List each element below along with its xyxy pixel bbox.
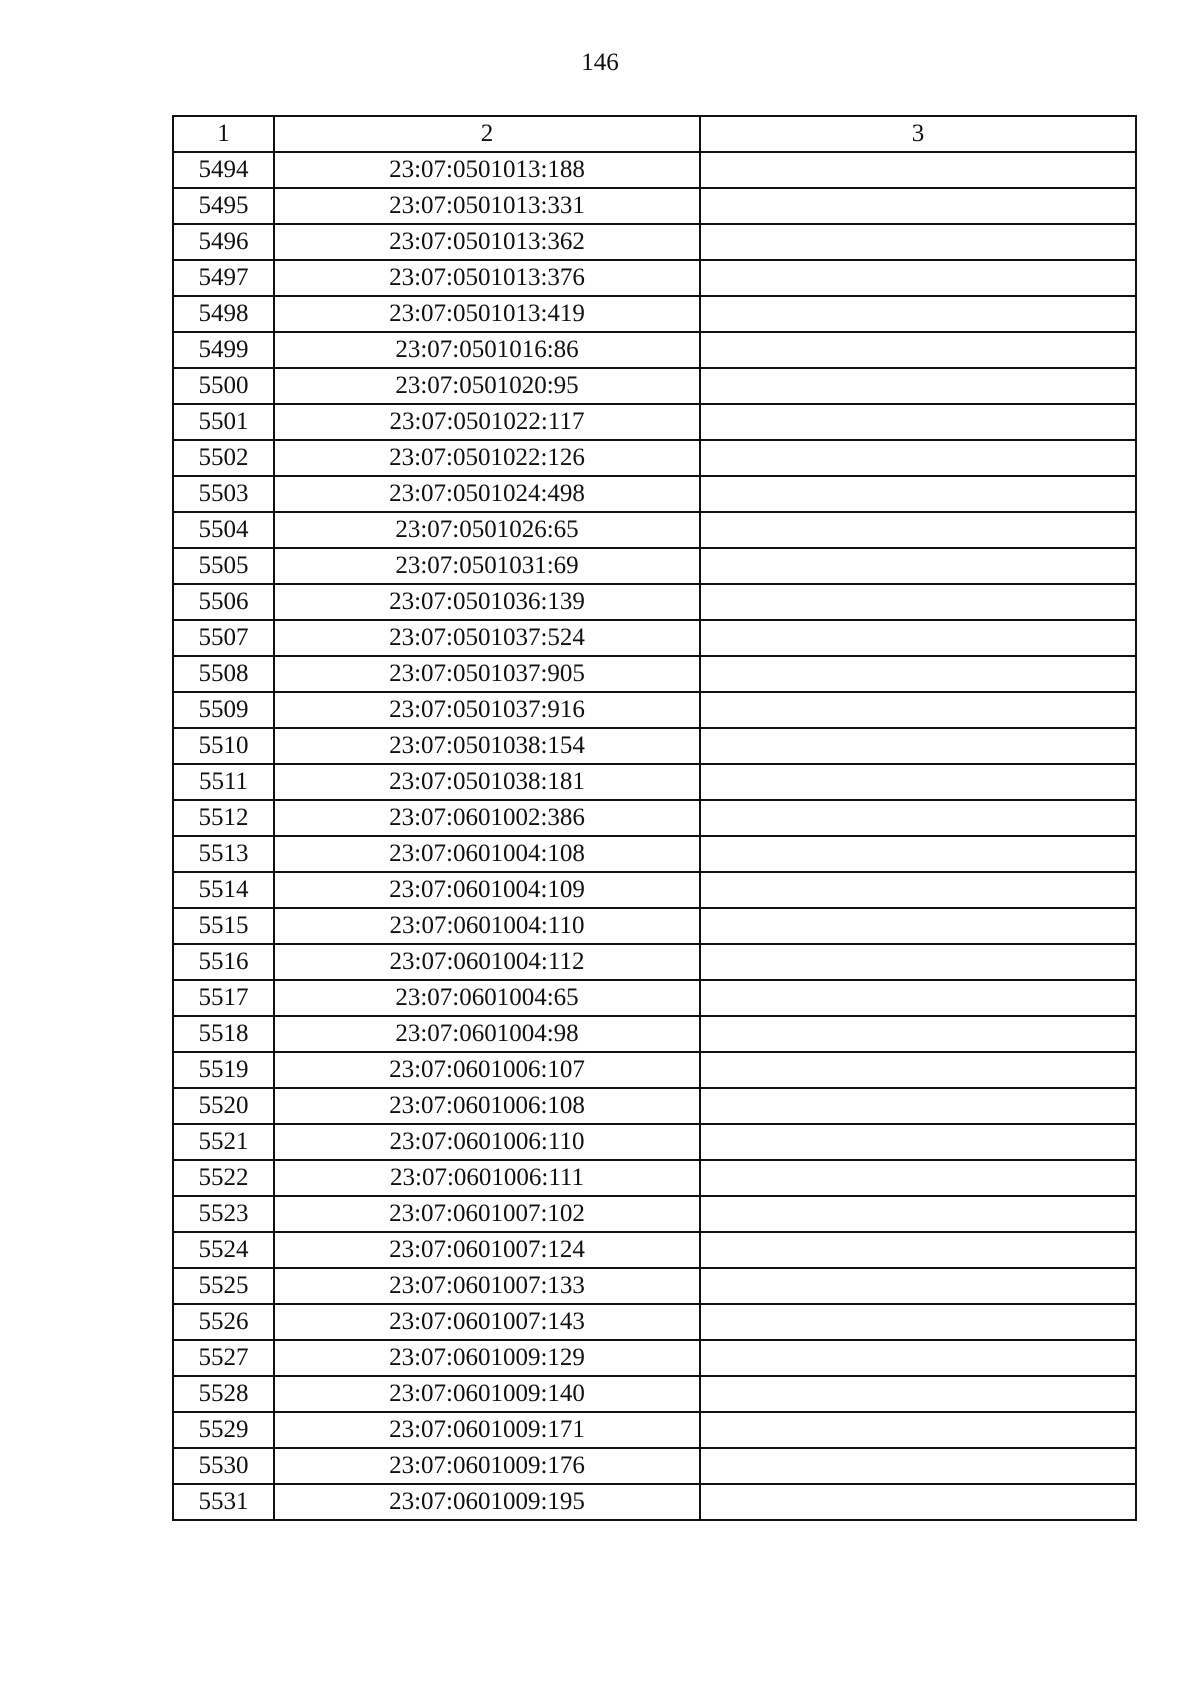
cadastral-number-cell: 23:07:0501036:139 [274, 584, 700, 620]
table-row [173, 1016, 1136, 1052]
cadastral-number-cell: 23:07:0601006:110 [274, 1124, 700, 1160]
cadastral-number-cell: 23:07:0601007:133 [274, 1268, 700, 1304]
cadastral-number-cell: 23:07:0501037:524 [274, 620, 700, 656]
table-row [173, 980, 1136, 1016]
row-number-cell: 5518 [173, 1016, 274, 1052]
cadastral-number-cell: 23:07:0601004:98 [274, 1016, 700, 1052]
table-row [173, 1304, 1136, 1340]
note-cell [700, 1484, 1136, 1520]
table-row [173, 1160, 1136, 1196]
note-cell [700, 584, 1136, 620]
note-cell [700, 1448, 1136, 1484]
cadastral-number-cell: 23:07:0501038:181 [274, 764, 700, 800]
table-row [173, 224, 1136, 260]
note-cell [700, 476, 1136, 512]
cadastral-number-cell: 23:07:0501013:376 [274, 260, 700, 296]
cadastral-number-cell: 23:07:0601009:171 [274, 1412, 700, 1448]
table-row [173, 512, 1136, 548]
cadastral-number-cell: 23:07:0601004:109 [274, 872, 700, 908]
note-cell [700, 404, 1136, 440]
note-cell [700, 188, 1136, 224]
cadastral-number-cell: 23:07:0501013:362 [274, 224, 700, 260]
cadastral-number-cell: 23:07:0601009:129 [274, 1340, 700, 1376]
row-number-cell: 5529 [173, 1412, 274, 1448]
note-cell [700, 1340, 1136, 1376]
row-number-cell: 5499 [173, 332, 274, 368]
table-row [173, 296, 1136, 332]
note-cell [700, 620, 1136, 656]
cadastral-number-cell: 23:07:0601006:107 [274, 1052, 700, 1088]
cadastral-number-cell: 23:07:0601007:143 [274, 1304, 700, 1340]
row-number-cell: 5506 [173, 584, 274, 620]
header-col-2: 2 [274, 116, 700, 152]
table-row [173, 1376, 1136, 1412]
note-cell [700, 656, 1136, 692]
row-number-cell: 5525 [173, 1268, 274, 1304]
note-cell [700, 1232, 1136, 1268]
header-col-3: 3 [700, 116, 1136, 152]
table-row [173, 152, 1136, 188]
cadastral-number-cell: 23:07:0601002:386 [274, 800, 700, 836]
row-number-cell: 5502 [173, 440, 274, 476]
row-number-cell: 5500 [173, 368, 274, 404]
row-number-cell: 5526 [173, 1304, 274, 1340]
row-number-cell: 5497 [173, 260, 274, 296]
table-row [173, 332, 1136, 368]
table-row [173, 1268, 1136, 1304]
row-number-cell: 5495 [173, 188, 274, 224]
note-cell [700, 764, 1136, 800]
cadastral-number-cell: 23:07:0501022:126 [274, 440, 700, 476]
table-row [173, 476, 1136, 512]
row-number-cell: 5516 [173, 944, 274, 980]
cadastral-number-cell: 23:07:0601009:140 [274, 1376, 700, 1412]
row-number-cell: 5510 [173, 728, 274, 764]
row-number-cell: 5515 [173, 908, 274, 944]
note-cell [700, 1160, 1136, 1196]
note-cell [700, 872, 1136, 908]
note-cell [700, 1376, 1136, 1412]
row-number-cell: 5504 [173, 512, 274, 548]
cadastral-number-cell: 23:07:0501016:86 [274, 332, 700, 368]
table-row [173, 188, 1136, 224]
table-row [173, 692, 1136, 728]
cadastral-number-cell: 23:07:0501013:331 [274, 188, 700, 224]
note-cell [700, 1124, 1136, 1160]
cadastral-number-cell: 23:07:0601007:124 [274, 1232, 700, 1268]
note-cell [700, 800, 1136, 836]
cadastral-number-cell: 23:07:0601009:195 [274, 1484, 700, 1520]
table-row [173, 764, 1136, 800]
note-cell [700, 548, 1136, 584]
table-row [173, 1484, 1136, 1520]
table-row [173, 1124, 1136, 1160]
note-cell [700, 332, 1136, 368]
row-number-cell: 5512 [173, 800, 274, 836]
table-row [173, 1340, 1136, 1376]
cadastral-number-cell: 23:07:0501026:65 [274, 512, 700, 548]
note-cell [700, 296, 1136, 332]
row-number-cell: 5517 [173, 980, 274, 1016]
cadastral-number-cell: 23:07:0601004:110 [274, 908, 700, 944]
table-row [173, 836, 1136, 872]
row-number-cell: 5508 [173, 656, 274, 692]
row-number-cell: 5509 [173, 692, 274, 728]
cadastral-number-cell: 23:07:0601006:108 [274, 1088, 700, 1124]
table-row [173, 728, 1136, 764]
cadastral-number-cell: 23:07:0501031:69 [274, 548, 700, 584]
note-cell [700, 728, 1136, 764]
note-cell [700, 152, 1136, 188]
cadastral-number-cell: 23:07:0501024:498 [274, 476, 700, 512]
note-cell [700, 1412, 1136, 1448]
table-row [173, 260, 1136, 296]
table-row [173, 1088, 1136, 1124]
note-cell [700, 368, 1136, 404]
registry-table [172, 115, 1137, 1521]
row-number-cell: 5524 [173, 1232, 274, 1268]
cadastral-number-cell: 23:07:0601006:111 [274, 1160, 700, 1196]
table-row [173, 584, 1136, 620]
table-body [173, 152, 1136, 1520]
cadastral-number-cell: 23:07:0501013:188 [274, 152, 700, 188]
note-cell [700, 836, 1136, 872]
row-number-cell: 5522 [173, 1160, 274, 1196]
row-number-cell: 5520 [173, 1088, 274, 1124]
table-row [173, 1412, 1136, 1448]
row-number-cell: 5496 [173, 224, 274, 260]
note-cell [700, 980, 1136, 1016]
note-cell [700, 1088, 1136, 1124]
note-cell [700, 1268, 1136, 1304]
note-cell [700, 1196, 1136, 1232]
header-row [173, 116, 1136, 152]
row-number-cell: 5501 [173, 404, 274, 440]
table-row [173, 440, 1136, 476]
cadastral-number-cell: 23:07:0501013:419 [274, 296, 700, 332]
cadastral-number-cell: 23:07:0601004:65 [274, 980, 700, 1016]
cadastral-number-cell: 23:07:0501037:905 [274, 656, 700, 692]
table-row [173, 368, 1136, 404]
row-number-cell: 5494 [173, 152, 274, 188]
cadastral-number-cell: 23:07:0601004:108 [274, 836, 700, 872]
table-row [173, 1232, 1136, 1268]
table-row [173, 620, 1136, 656]
note-cell [700, 1016, 1136, 1052]
table-row [173, 656, 1136, 692]
row-number-cell: 5519 [173, 1052, 274, 1088]
table-row [173, 548, 1136, 584]
row-number-cell: 5503 [173, 476, 274, 512]
cadastral-number-cell: 23:07:0601009:176 [274, 1448, 700, 1484]
table-row [173, 404, 1136, 440]
table-header [173, 116, 1136, 152]
row-number-cell: 5511 [173, 764, 274, 800]
row-number-cell: 5513 [173, 836, 274, 872]
note-cell [700, 944, 1136, 980]
row-number-cell: 5521 [173, 1124, 274, 1160]
note-cell [700, 224, 1136, 260]
row-number-cell: 5531 [173, 1484, 274, 1520]
table-row [173, 1052, 1136, 1088]
row-number-cell: 5514 [173, 872, 274, 908]
note-cell [700, 260, 1136, 296]
table-row [173, 800, 1136, 836]
cadastral-number-cell: 23:07:0601004:112 [274, 944, 700, 980]
table-row [173, 908, 1136, 944]
row-number-cell: 5498 [173, 296, 274, 332]
note-cell [700, 692, 1136, 728]
cadastral-number-cell: 23:07:0501020:95 [274, 368, 700, 404]
cadastral-number-cell: 23:07:0501022:117 [274, 404, 700, 440]
row-number-cell: 5530 [173, 1448, 274, 1484]
table-row [173, 1448, 1136, 1484]
row-number-cell: 5527 [173, 1340, 274, 1376]
row-number-cell: 5528 [173, 1376, 274, 1412]
table-row [173, 872, 1136, 908]
row-number-cell: 5505 [173, 548, 274, 584]
note-cell [700, 1304, 1136, 1340]
cadastral-number-cell: 23:07:0501038:154 [274, 728, 700, 764]
note-cell [700, 512, 1136, 548]
note-cell [700, 1052, 1136, 1088]
cadastral-number-cell: 23:07:0601007:102 [274, 1196, 700, 1232]
cadastral-number-cell: 23:07:0501037:916 [274, 692, 700, 728]
note-cell [700, 908, 1136, 944]
header-col-1: 1 [173, 116, 274, 152]
table-row [173, 944, 1136, 980]
table-row [173, 1196, 1136, 1232]
page-number: 146 [581, 49, 619, 76]
row-number-cell: 5507 [173, 620, 274, 656]
row-number-cell: 5523 [173, 1196, 274, 1232]
note-cell [700, 440, 1136, 476]
